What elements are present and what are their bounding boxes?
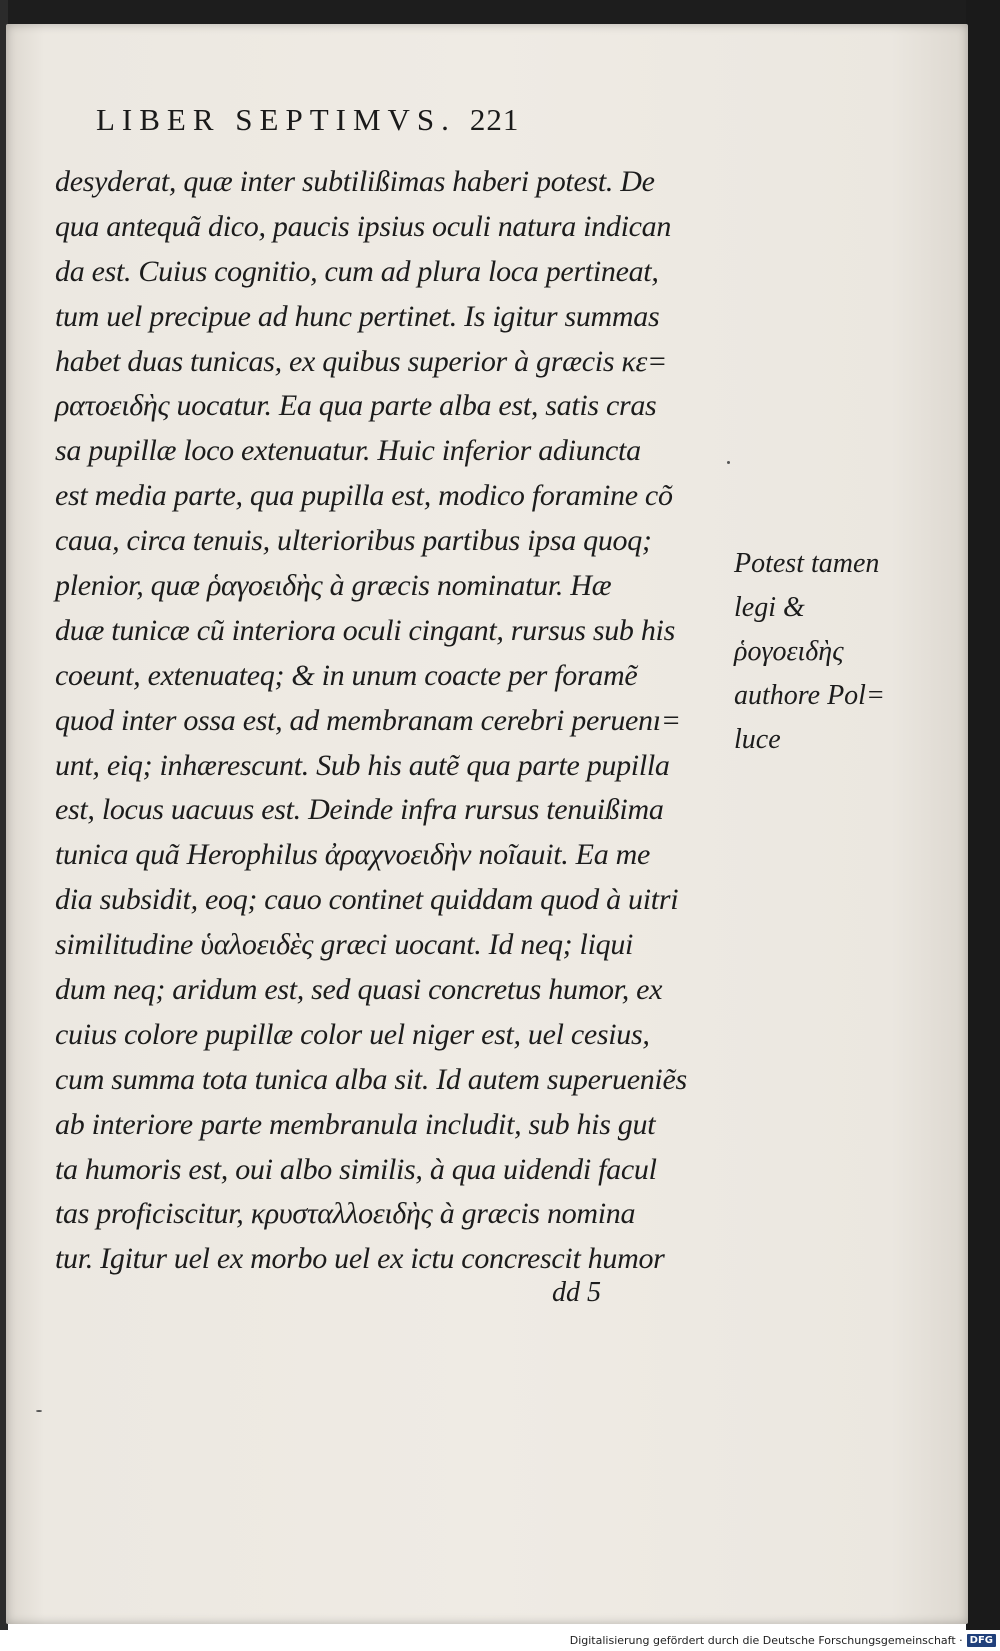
text-line: cum summa tota tunica alba sit. Id autem superueniẽs	[55, 1062, 687, 1096]
running-header	[96, 102, 696, 138]
text-line: similitudine ὑαλοειδὲς græci uocant. Id neq; liqui	[55, 928, 634, 962]
text-line: dum neq; aridum est, sed quasi concretus humor, ex	[55, 973, 663, 1007]
text-line: tas proficiscitur, κρυσταλλοειδὴς à græcis nomina	[55, 1197, 636, 1231]
body-text	[55, 160, 715, 1282]
credit-text: Digitalisierung gefördert durch die Deutsche Forschungsgemeinschaft ·	[569, 1633, 963, 1647]
margin-line: ῥογοειδὴς	[734, 636, 844, 667]
digitization-credit	[570, 1631, 996, 1649]
text-line: ab interiore parte membranula includit, sub his gut	[55, 1107, 656, 1141]
text-line: tunica quã Herophilus ἀραχνοειδὴν noĩauit. Ea me	[55, 838, 650, 872]
text-line: ρατοειδὴς uocatur. Ea qua parte alba est, satis cras	[55, 389, 657, 423]
scan-border-top	[0, 0, 1000, 26]
text-line: dia subsidit, eoq; cauo continet quiddam quod à uitri	[55, 883, 679, 917]
text-line: tum uel precipue ad hunc pertinet. Is igitur summas	[55, 299, 660, 333]
text-line: caua, circa tenuis, ulterioribus partibus ipsa quoq;	[55, 524, 652, 558]
running-title: LIBER SEPTIMVS.	[96, 102, 456, 137]
text-line: tur. Igitur uel ex morbo uel ex ictu concrescit humor	[55, 1242, 665, 1276]
dfg-logo: DFG	[967, 1634, 996, 1647]
text-line: unt, eiq; inhærescunt. Sub his autẽ qua parte pupilla	[55, 748, 670, 782]
text-line: plenior, quæ ῥαγοειδὴς à græcis nominatur. Hæ	[55, 569, 612, 603]
folio-number: 221	[469, 102, 520, 137]
ink-speck	[727, 461, 730, 464]
text-line: habet duas tunicas, ex quibus superior à græcis κε=	[55, 344, 667, 378]
text-line: est, locus uacuus est. Deinde infra rursus tenuißima	[55, 793, 664, 827]
signature-catchword: dd 5	[552, 1277, 601, 1308]
margin-line: Potest tamen	[734, 548, 880, 579]
text-line: coeunt, extenuateq; & in unum coacte per foramẽ	[55, 658, 638, 692]
text-line: sa pupillæ loco extenuatur. Huic inferior adiuncta	[55, 434, 641, 468]
text-line: desyderat, quæ inter subtilißimas haberi potest. De	[55, 165, 655, 198]
margin-line: legi &	[734, 592, 805, 623]
text-line: est media parte, qua pupilla est, modico foramine cõ	[55, 479, 673, 513]
ink-speck	[36, 1410, 42, 1412]
text-line: qua antequã dico, paucis ipsius oculi natura indican	[55, 209, 672, 243]
margin-line: authore Pol=	[734, 680, 885, 711]
margin-line: luce	[734, 724, 781, 755]
marginal-note	[734, 542, 934, 762]
text-line: cuius colore pupillæ color uel niger est, uel cesius,	[55, 1017, 650, 1051]
text-line: quod inter ossa est, ad membranam cerebri peruenı=	[55, 703, 681, 737]
text-line: da est. Cuius cognitio, cum ad plura loca pertineat,	[55, 254, 659, 288]
text-line: duæ tunicæ cũ interiora oculi cingant, rursus sub his	[55, 613, 675, 647]
scan-border-right	[966, 0, 1000, 1630]
text-line: ta humoris est, oui albo similis, à qua uidendi facul	[55, 1152, 657, 1186]
